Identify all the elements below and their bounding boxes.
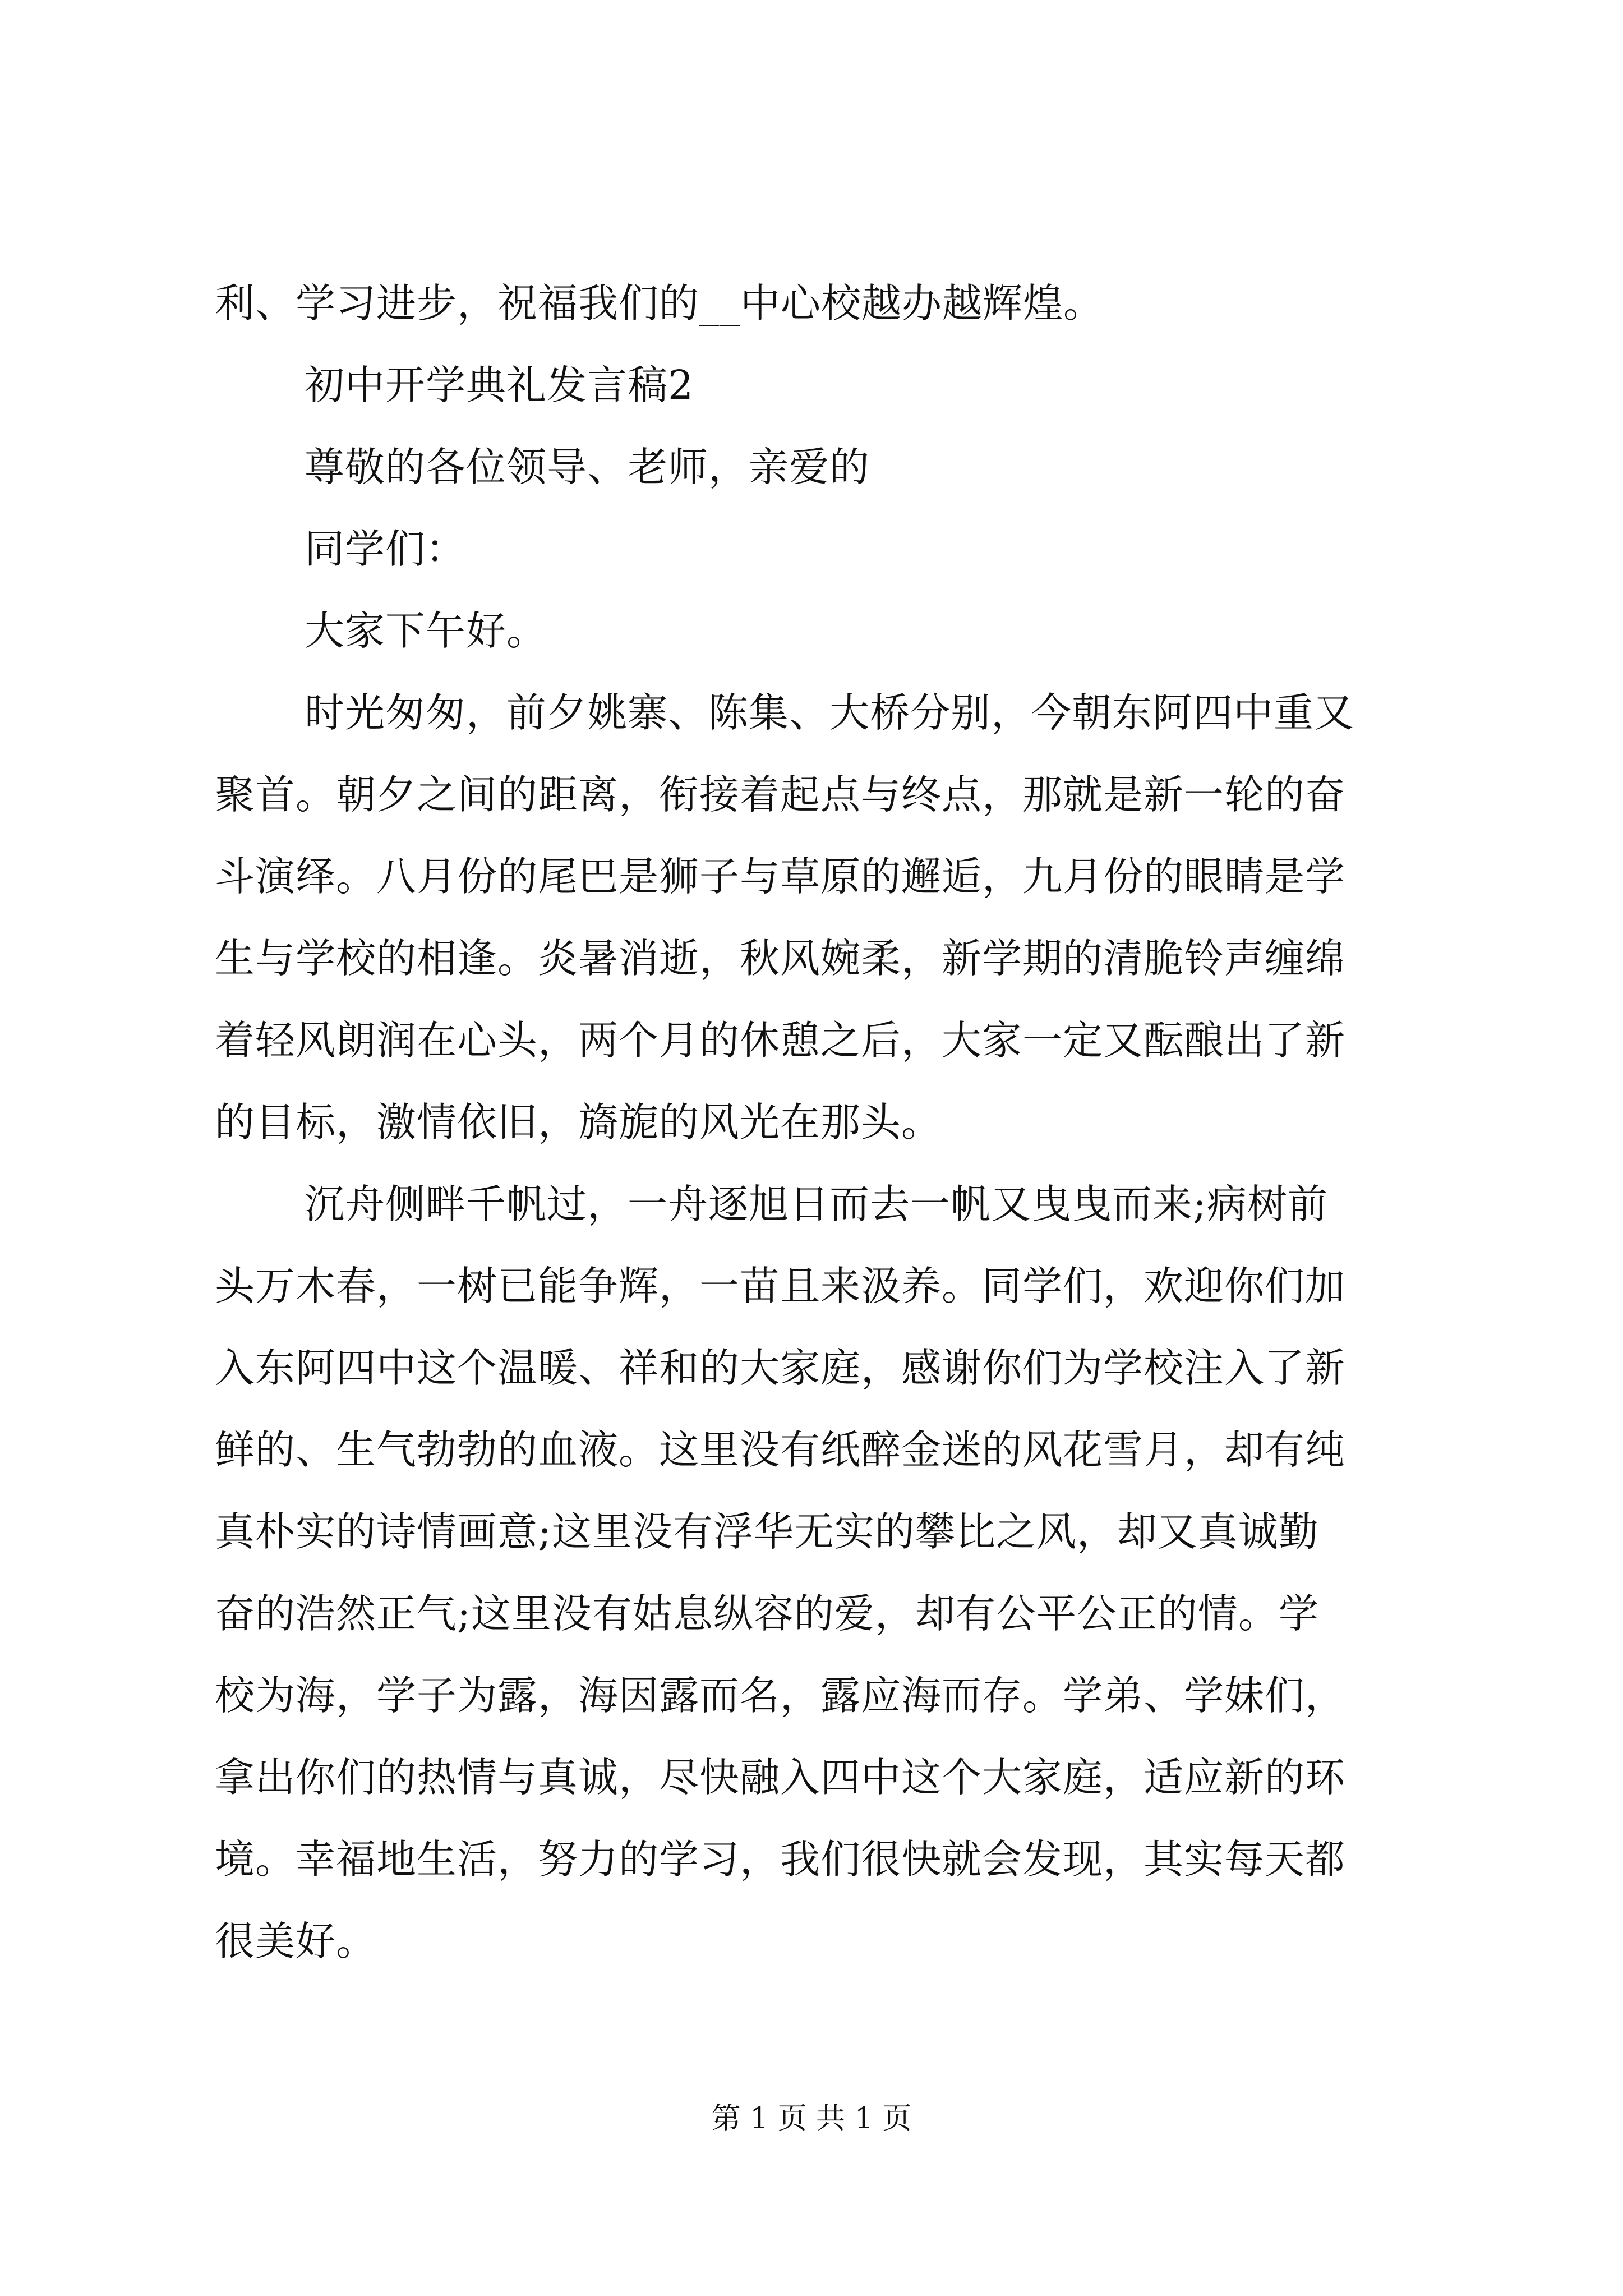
text-line: 利、学习进步，祝福我们的__中心校越办越辉煌。	[215, 280, 1104, 326]
paragraph-line: 时光匆匆，前夕姚寨、陈集、大桥分别，今朝东阿四中重又	[305, 689, 1355, 736]
paragraph-line: 着轻风朗润在心头，两个月的休憩之后，大家一定又酝酿出了新	[215, 1017, 1346, 1064]
paragraph-line: 奋的浩然正气;这里没有姑息纵容的爱，却有公平公正的情。学	[215, 1590, 1319, 1637]
document-body	[215, 263, 1421, 1982]
paragraph-line: 校为海，学子为露，海因露而名，露应海而存。学弟、学妹们，	[215, 1672, 1346, 1719]
paragraph-line: 入东阿四中这个温暖、祥和的大家庭，感谢你们为学校注入了新	[215, 1345, 1346, 1391]
paragraph-line: 斗演绎。八月份的尾巴是狮子与草原的邂逅，九月份的眼睛是学	[215, 853, 1346, 900]
paragraph-line: 鲜的、生气勃勃的血液。这里没有纸醉金迷的风花雪月，却有纯	[215, 1427, 1346, 1473]
paragraph-line: 境。幸福地生活，努力的学习，我们很快就会发现，其实每天都	[215, 1836, 1346, 1883]
salutation-line: 同学们：	[305, 526, 467, 572]
salutation-line: 尊敬的各位领导、老师，亲爱的	[305, 444, 870, 490]
greeting-line: 大家下午好。	[305, 608, 547, 654]
paragraph-line: 聚首。朝夕之间的距离，衔接着起点与终点，那就是新一轮的奋	[215, 771, 1346, 818]
paragraph-line: 的目标，激情依旧，旖旎的风光在那头。	[215, 1099, 942, 1145]
paragraph-line: 头万木春，一树已能争辉，一苗且来汲养。同学们，欢迎你们加	[215, 1263, 1346, 1309]
paragraph-line: 真朴实的诗情画意;这里没有浮华无实的攀比之风，却又真诚勤	[215, 1508, 1319, 1555]
paragraph-line: 沉舟侧畔千帆过，一舟逐旭日而去一帆又曳曳而来;病树前	[305, 1181, 1328, 1227]
paragraph-line: 生与学校的相逢。炎暑消逝，秋风婉柔，新学期的清脆铃声缠绵	[215, 935, 1346, 982]
page-footer: 第 1 页 共 1 页	[711, 2102, 912, 2136]
section-title: 初中开学典礼发言稿2	[305, 362, 694, 408]
paragraph-line: 拿出你们的热情与真诚，尽快融入四中这个大家庭，适应新的环	[215, 1754, 1346, 1801]
paragraph-line: 很美好。	[215, 1918, 377, 1964]
